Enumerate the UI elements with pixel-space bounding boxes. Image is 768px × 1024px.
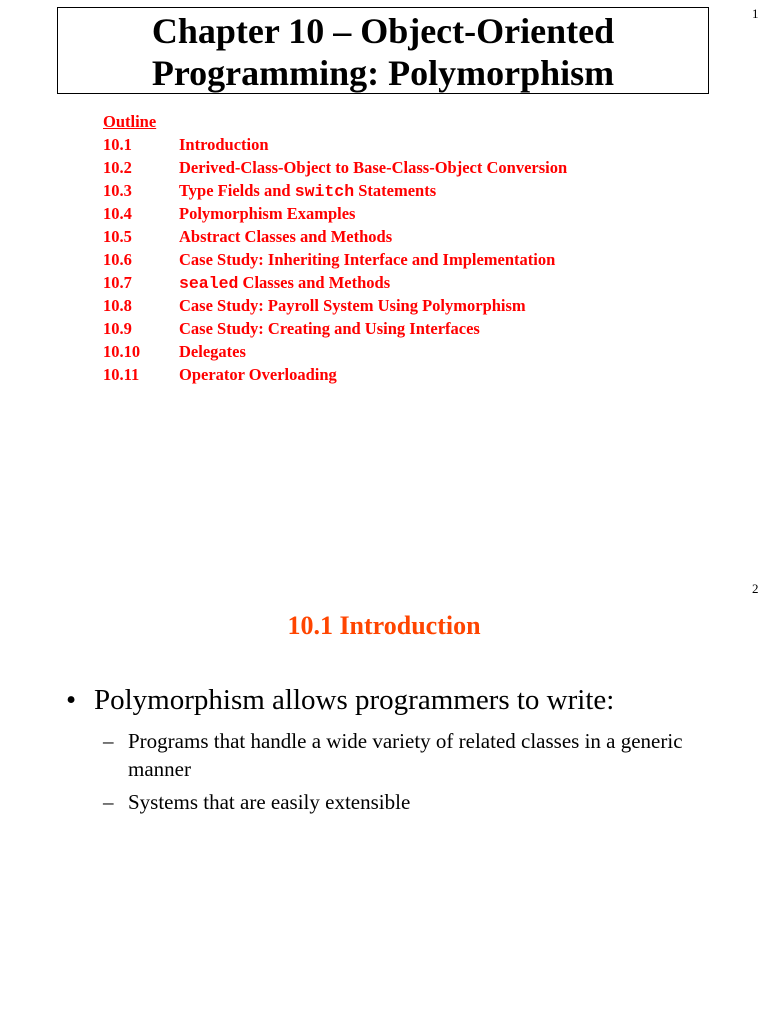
sub-bullet-text: Systems that are easily extensible [128, 790, 411, 814]
outline-item-text-pre: Type Fields and [179, 181, 295, 200]
outline-item-number: 10.7 [103, 273, 132, 292]
outline-item [103, 340, 567, 363]
outline-item-number: 10.2 [103, 158, 132, 177]
bullet-dot-icon: • [66, 684, 77, 716]
section-title: 10.1 Introduction [287, 611, 481, 640]
outline-item-text [179, 271, 390, 294]
outline-item-number: 10.8 [103, 296, 132, 315]
outline-item-number: 10.11 [103, 365, 140, 384]
outline-heading: Outline [103, 112, 157, 131]
dash-icon: – [103, 790, 114, 814]
main-bullet [66, 684, 614, 717]
outline-item-text: Derived-Class-Object to Base-Class-Object Conversion [179, 158, 568, 177]
chapter-title-line-1: Chapter 10 – Object-Oriented [151, 11, 615, 51]
outline-item [103, 225, 567, 248]
outline-item [103, 248, 567, 271]
sub-bullet-list [103, 727, 703, 821]
outline-item-text: Case Study: Payroll System Using Polymorphism [179, 296, 526, 315]
sub-bullet-text: Programs that handle a wide variety of related classes in a generic manner [128, 729, 683, 781]
outline-item [103, 202, 567, 225]
outline-list [103, 111, 567, 386]
outline-item-number: 10.3 [103, 181, 132, 200]
outline-item [103, 363, 567, 386]
outline-item-code: sealed [179, 274, 239, 293]
outline-item-text: Delegates [179, 342, 246, 361]
outline-item-number: 10.5 [103, 227, 132, 246]
outline-item-number: 10.4 [103, 204, 132, 223]
outline-item-number: 10.1 [103, 135, 132, 154]
outline-item-text-post: Classes and Methods [238, 273, 391, 292]
main-bullet-text: Polymorphism allows programmers to write: [94, 684, 615, 716]
outline-item-number: 10.6 [103, 250, 132, 269]
outline-item-text-post: Statements [354, 181, 437, 200]
outline-item-text: Case Study: Inheriting Interface and Implementation [179, 250, 556, 269]
page-number-2: 2 [752, 581, 759, 596]
outline-item-number: 10.10 [103, 342, 141, 361]
sub-bullet [103, 788, 703, 816]
outline-item-text: Case Study: Creating and Using Interfaces [179, 319, 480, 338]
dash-icon: – [103, 729, 114, 753]
outline-item-number: 10.9 [103, 319, 132, 338]
page-number-1: 1 [752, 6, 759, 21]
outline-item-text: Introduction [179, 135, 269, 154]
outline-item [103, 317, 567, 340]
sub-bullet [103, 727, 703, 783]
outline-item [103, 294, 567, 317]
outline-item-text: Abstract Classes and Methods [179, 227, 393, 246]
outline-item [103, 156, 567, 179]
outline-item [103, 133, 567, 156]
outline-item-text: Polymorphism Examples [179, 204, 356, 223]
outline-item [103, 179, 567, 202]
outline-item [103, 271, 567, 294]
outline-item-code: switch [294, 182, 355, 201]
chapter-title-box [57, 7, 709, 94]
outline-item-text: Operator Overloading [179, 365, 337, 384]
outline-item-text [179, 179, 436, 202]
chapter-title-line-2: Programming: Polymorphism [151, 53, 615, 93]
